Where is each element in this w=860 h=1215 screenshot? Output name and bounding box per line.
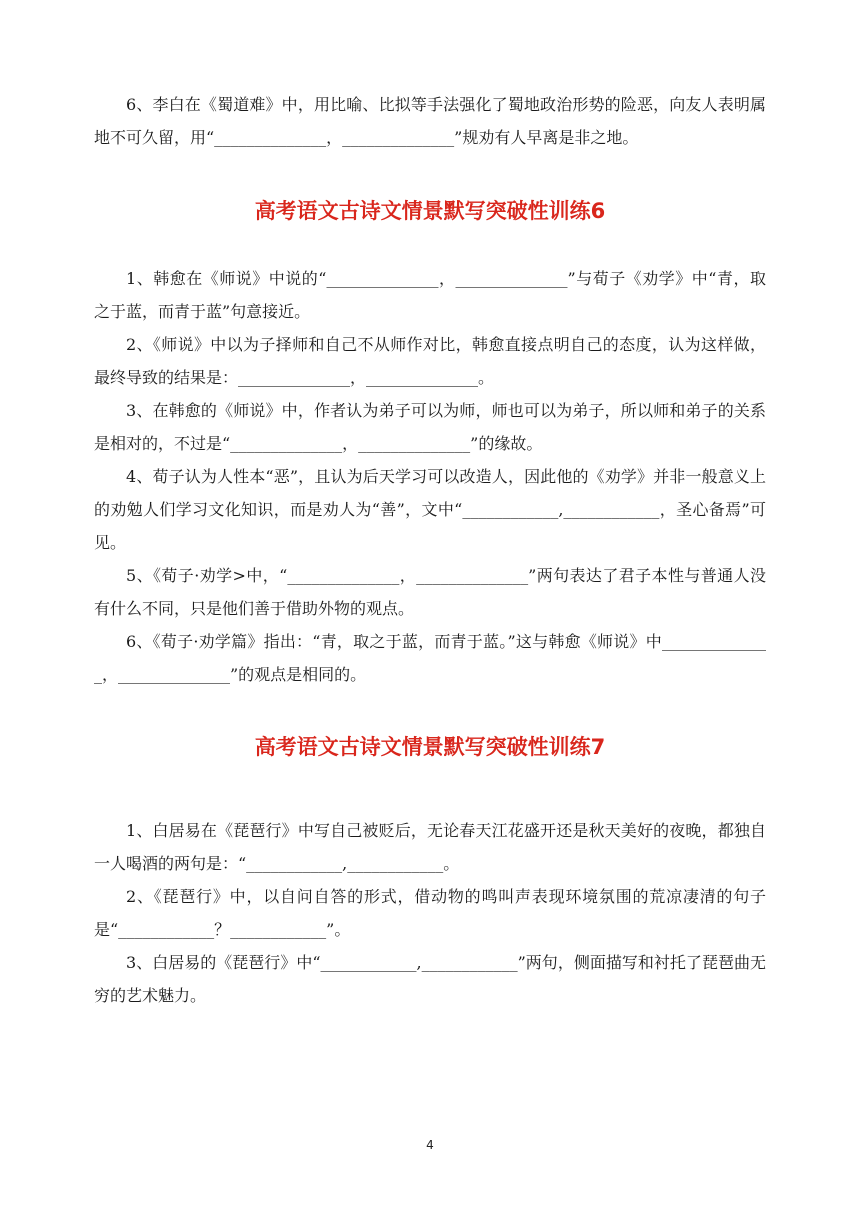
- question-item: 5、《荀子·劝学>中，“______________，______________”两句表达了君子本性与普通人没有什么不同，只是他们善于借助外物的观点。: [94, 566, 766, 618]
- section-6-questions: [94, 262, 766, 691]
- question-item: 3、在韩愈的《师说》中，作者认为弟子可以为师，师也可以为弟子，所以师和弟子的关系是相对的，不过是“______________，______________”的缘故。: [94, 401, 766, 453]
- question-item: 2、《琵琶行》中，以自问自答的形式，借动物的鸣叫声表现环境氛围的荒凉凄清的句子是“____________？____________”。: [94, 887, 766, 939]
- question-item: 6、《荀子·劝学篇》指出：“青，取之于蓝，而青于蓝。”这与韩愈《师说》中______________，______________”的观点是相同的。: [94, 632, 766, 684]
- section-7-questions: [94, 814, 766, 1012]
- question-item: 2、《师说》中以为子择师和自己不从师作对比，韩愈直接点明自己的态度，认为这样做，最终导致的结果是：______________，______________。: [94, 335, 766, 387]
- question-item: 3、白居易的《琵琶行》中“____________,____________”两句，侧面描写和衬托了琵琶曲无穷的艺术魅力。: [94, 953, 766, 1005]
- page-number: 4: [426, 1138, 434, 1152]
- intro-question: 6、李白在《蜀道难》中，用比喻、比拟等手法强化了蜀地政治形势的险恶，向友人表明属地不可久留，用“______________，______________”规劝有人早离是非之地。: [94, 95, 766, 147]
- question-item: 1、韩愈在《师说》中说的“______________，______________”与荀子《劝学》中“青，取之于蓝，而青于蓝”句意接近。: [94, 269, 766, 321]
- question-item: 1、白居易在《琵琶行》中写自己被贬后，无论春天江花盛开还是秋天美好的夜晚，都独自一人喝酒的两句是：“____________,____________。: [94, 821, 766, 873]
- question-item: 4、荀子认为人性本“恶”，且认为后天学习可以改造人，因此他的《劝学》并非一般意义上的劝勉人们学习文化知识，而是劝人为“善”，文中“____________,____________，圣心备焉”可见。: [94, 467, 766, 552]
- section-7-title: 高考语文古诗文情景默写突破性训练7: [254, 735, 606, 759]
- section-6-title: 高考语文古诗文情景默写突破性训练6: [254, 199, 606, 223]
